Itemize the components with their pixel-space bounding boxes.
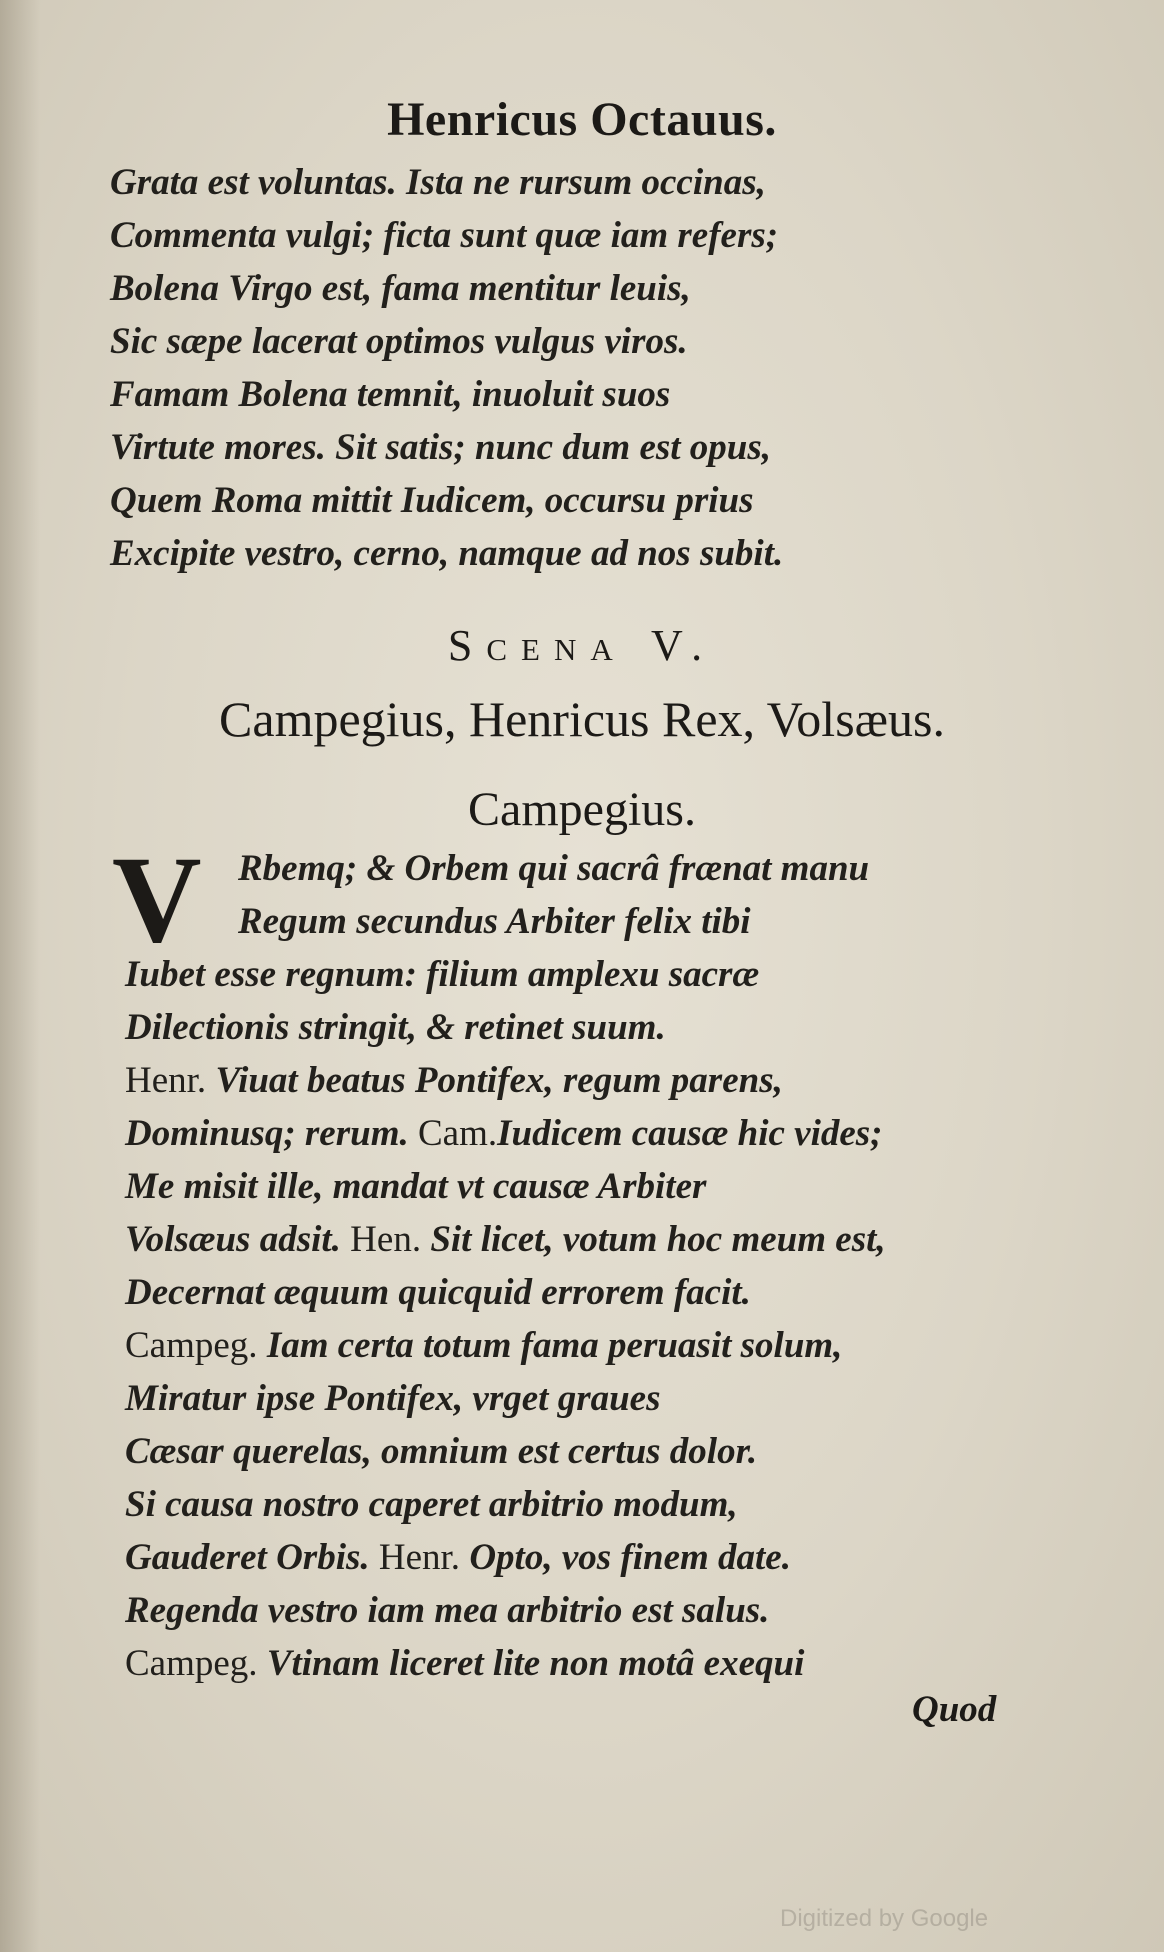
speaker-label: Hen. [350, 1219, 422, 1260]
line-text: Regenda vestro iam mea arbitrio est salus. [125, 1590, 770, 1631]
line-text: Vtinam liceret lite non motâ exequi [266, 1643, 805, 1684]
speaker-heading: Campegius. [468, 783, 696, 836]
verse-line: Quem Roma mittit Iudicem, occursu prius [110, 480, 754, 521]
catchword: Quod [912, 1689, 997, 1730]
verse-line: Grata est voluntas. Ista ne rursum occinas, [110, 162, 766, 203]
verse-line [125, 1584, 886, 1637]
verse-line [125, 1001, 886, 1054]
verse-block-a [110, 156, 783, 580]
speaker-label: Campeg. [125, 1325, 258, 1366]
verse-line [125, 1213, 886, 1266]
verse-line [125, 1107, 886, 1160]
verse-line: Virtute mores. Sit satis; nunc dum est opus, [110, 427, 772, 468]
line-text: Volsæus adsit. [125, 1219, 341, 1260]
line-text: Sit licet, votum hoc meum est, [430, 1219, 886, 1260]
line-text: Iubet esse regnum: filium amplexu sacræ [125, 954, 760, 995]
drop-cap: V [112, 831, 202, 968]
verse-line: Regum secundus Arbiter felix tibi [238, 901, 751, 942]
dramatis-personae: Campegius, Henricus Rex, Volsæus. [219, 691, 945, 747]
speaker-label: Cam. [417, 1113, 498, 1154]
line-text: Si causa nostro caperet arbitrio modum, [125, 1484, 738, 1525]
line-text: Dilectionis stringit, & retinet suum. [125, 1007, 666, 1048]
speaker-label: Henr. [378, 1537, 461, 1578]
line-text: Dominusq; rerum. [125, 1113, 409, 1154]
line-text: Iudicem causæ hic vides; [497, 1113, 883, 1154]
verse-line [125, 1319, 886, 1372]
line-text: Opto, vos finem date. [469, 1537, 791, 1578]
verse-line [125, 948, 886, 1001]
verse-line [125, 1372, 886, 1425]
line-text: Gauderet Orbis. [125, 1537, 370, 1578]
running-head: Henricus Octauus. [387, 93, 777, 146]
line-text: Me misit ille, mandat vt causæ Arbiter [125, 1166, 707, 1207]
verse-line [125, 1637, 886, 1690]
verse-line: Excipite vestro, cerno, namque ad nos subit. [110, 533, 784, 574]
line-text: Decernat æquum quicquid errorem facit. [125, 1272, 751, 1313]
verse-line [125, 1054, 886, 1107]
line-text: Iam certa totum fama peruasit solum, [266, 1325, 843, 1366]
verse-line [125, 1531, 886, 1584]
verse-line: Rbemq; & Orbem qui sacrâ frænat manu [238, 848, 870, 889]
page-edge-shadow [0, 0, 40, 1952]
speaker-label: Campeg. [125, 1643, 258, 1684]
verse-line: Commenta vulgi; ficta sunt quæ iam refers; [110, 215, 779, 256]
line-text: Viuat beatus Pontifex, regum parens, [215, 1060, 783, 1101]
speaker-label: Henr. [125, 1060, 207, 1101]
verse-line: Famam Bolena temnit, inuoluit suos [110, 374, 671, 415]
verse-line [125, 1478, 886, 1531]
opening-lines [238, 842, 869, 948]
verse-line: Bolena Virgo est, fama mentitur leuis, [110, 268, 691, 309]
verse-line [125, 1160, 886, 1213]
scene-title: Scena V. [447, 621, 717, 670]
verse-block-c [125, 948, 886, 1690]
verse-line [125, 1425, 886, 1478]
line-text: Cæsar querelas, omnium est certus dolor. [125, 1431, 758, 1472]
verse-line [125, 1266, 886, 1319]
watermark: Digitized by Google [780, 1905, 989, 1932]
verse-line: Sic sæpe lacerat optimos vulgus viros. [110, 321, 688, 362]
line-text: Miratur ipse Pontifex, vrget graues [125, 1378, 661, 1419]
